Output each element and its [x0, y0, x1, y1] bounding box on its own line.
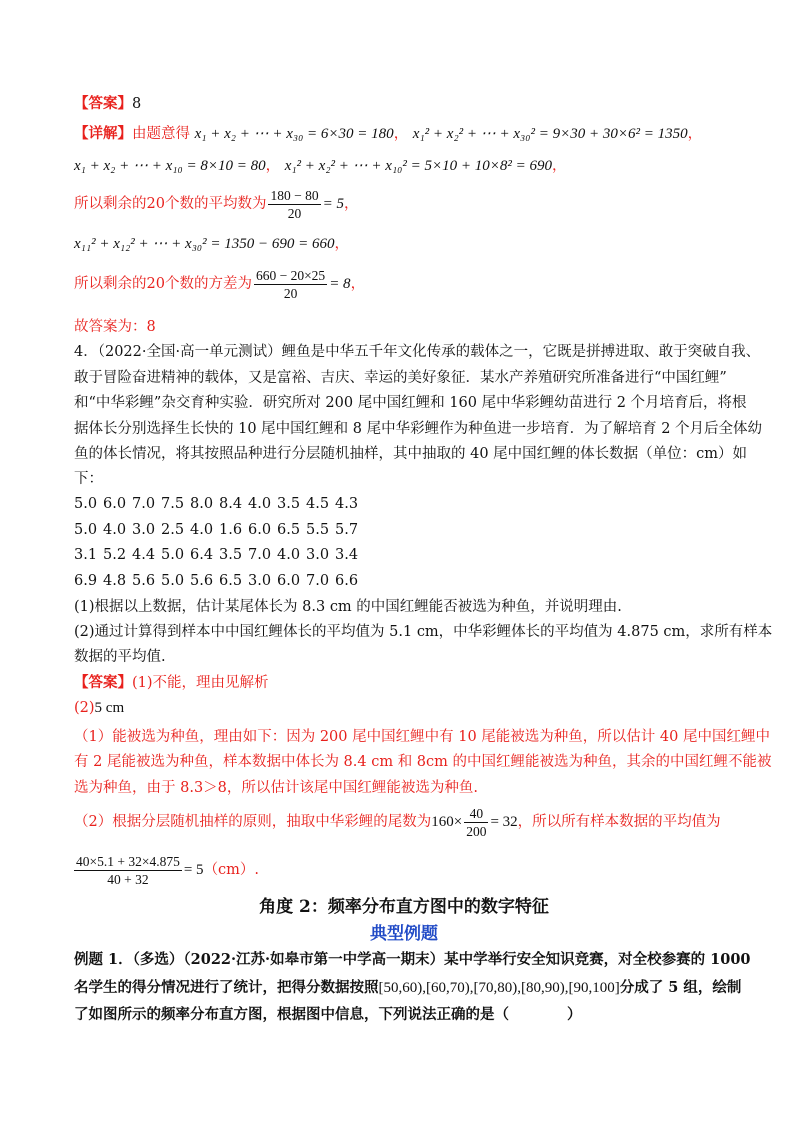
sum-equation-10: x₁ + x₂ + ⋯ + x₁₀ = 8×10 = 80	[74, 158, 266, 174]
answer4-label: 【答案】	[74, 674, 132, 691]
data-row: 3.1 5.2 4.4 5.0 6.4 3.5 7.0 4.0 3.0 3.4	[74, 547, 359, 563]
problem4-line-2: 敢于冒险奋进精神的载体，又是富裕、吉庆、幸运的美好象征．某水产养殖研究所准备进行“中国红鲤”	[74, 370, 727, 386]
question-2-line-1: (2)通过计算得到样本中中国红鲤体长的平均值为 5.1 cm，中华彩鲤体长的平均值为 4.875 cm，求所有样本	[74, 624, 773, 640]
answer-value: 8	[132, 96, 142, 112]
explanation-3-fraction: $\frac{40\times 5.1 + 32\times 4.875}{40 + 32}$	[76, 853, 180, 887]
square-sum-remaining-line: x₁₁² + x₁₂² + ⋯ + x₃₀² = 1350 − 690 = 660，	[74, 236, 349, 252]
example1-line-3: 了如图所示的频率分布直方图，根据图中信息，下列说法正确的是（ ）	[74, 1006, 582, 1023]
example1-line-2-suffix: 分成了 5 组，绘制	[619, 979, 742, 996]
example1-line-2	[74, 978, 741, 998]
answer-label: 【答案】	[74, 95, 132, 112]
data-row: 5.0 6.0 7.0 7.5 8.0 8.4 4.0 3.5 4.5 4.3	[74, 496, 359, 512]
square-sum-remaining: x₁₁² + x₁₂² + ⋯ + x₃₀² = 1350 − 690 = 660	[74, 236, 335, 252]
mean-line: 所以剩余的20个数的平均数为 $\frac{180 - 80}{20}$ = 5，	[74, 187, 359, 221]
answer4-part2-value: 5 cm	[94, 700, 125, 716]
answer-line	[74, 94, 141, 114]
example1-line-1: 例题 1．（多选）（2022·江苏·如皋市第一中学高一期末）某中学举行安全知识竞赛，对全校参赛的 1000	[74, 951, 751, 968]
explanation-1-line-2: 有 2 尾能被选为种鱼，样本数据中体长为 8.4 cm 和 8cm 的中国红鲤能被选为种鱼，其余的中国红鲤不能被	[74, 754, 772, 770]
explanation-1-line-1: （1）能被选为种鱼，理由如下：因为 200 尾中国红鲤中有 10 尾能被选为种鱼，所以估计 40 尾中国红鲤中	[74, 729, 770, 745]
data-row: 6.9 4.8 5.6 5.0 5.6 6.5 3.0 6.0 7.0 6.6	[74, 573, 359, 589]
variance-prefix: 所以剩余的20个数的方差为	[74, 276, 252, 292]
explanation-2-suffix: ，所以所有样本数据的平均值为	[517, 814, 721, 830]
problem4-line-6: 下：	[74, 471, 103, 487]
explanation-2-result: = 32	[490, 814, 518, 830]
example1-line-2-prefix: 名学生的得分情况进行了统计，把得分数据按照	[74, 979, 379, 996]
explanation-3-result: = 5	[183, 862, 204, 878]
explanation-1-line-3: 选为种鱼，由于 8.3＞8，所以估计该尾中国红鲤能被选为种鱼.	[74, 780, 479, 796]
answer4-part1: (1)不能，理由见解析	[132, 675, 269, 691]
mean-fraction: $\frac{180 - 80}{20}$	[270, 187, 319, 221]
detail-intro: 由题意得	[132, 126, 190, 142]
answer4-part2-line	[74, 698, 124, 718]
detail-line-1: 【详解】由题意得 x₁ + x₂ + ⋯ + x₃₀ = 6×30 = 180， x₁² + x₂² + ⋯ + x₃₀² = 9×30 + 30×6² = 1350，	[74, 125, 703, 142]
question-1: (1)根据以上数据，估计某尾体长为 8.3 cm 的中国红鲤能否被选为种鱼，并说明理由.	[74, 599, 622, 615]
mean-prefix: 所以剩余的20个数的平均数为	[74, 196, 267, 212]
explanation-2-line	[74, 802, 721, 842]
problem4-line-1: 4．（2022·全国·高一单元测试）鲤鱼是中华五千年文化传承的载体之一，它既是拼搏进取、敢于突破自我、	[74, 344, 761, 360]
variance-line: 所以剩余的20个数的方差为 $\frac{660 - 20\times 25}{20}$ = 8，	[74, 267, 366, 301]
problem4-line-3: 和“中华彩鲤”杂交育种实验．研究所对 200 尾中国红鲤和 160 尾中华彩鲤幼苗进行 2 个月培育后，将根	[74, 395, 747, 411]
data-row: 5.0 4.0 3.0 2.5 4.0 1.6 6.0 6.5 5.5 5.7	[74, 522, 359, 538]
square-sum-equation-10: x₁² + x₂² + ⋯ + x₁₀² = 5×10 + 10×8² = 690	[284, 158, 552, 174]
square-sum-equation-30: x₁² + x₂² + ⋯ + x₃₀² = 9×30 + 30×6² = 1350	[412, 126, 688, 142]
section-title: 角度 2：频率分布直方图中的数字特征	[259, 897, 549, 917]
explanation-2-fraction: $\frac{40}{200}$	[466, 805, 487, 839]
final-answer: 故答案为：8	[74, 319, 156, 335]
answer4-line	[74, 673, 269, 693]
problem4-line-4: 据体长分别选择生长快的 10 尾中国红鲤和 8 尾中华彩鲤作为种鱼进一步培育．为了解培育 2 个月后全体幼	[74, 421, 763, 437]
explanation-2-prefix: （2）根据分层随机抽样的原则，抽取中华彩鲤的尾数为	[74, 814, 432, 830]
section-subtitle: 典型例题	[370, 924, 438, 944]
answer4-part2-prefix: (2)	[74, 700, 95, 716]
detail-label: 【详解】	[74, 125, 132, 142]
detail-line-2: x₁ + x₂ + ⋯ + x₁₀ = 8×10 = 80， x₁² + x₂² + ⋯ + x₁₀² = 5×10 + 10×8² = 690，	[74, 158, 567, 174]
mean-result: = 5	[322, 196, 344, 212]
variance-result: = 8	[329, 276, 351, 292]
variance-fraction: $\frac{660 - 20\times 25}{20}$	[255, 267, 326, 301]
explanation-3-suffix: （cm）.	[203, 862, 260, 878]
explanation-3-line	[74, 850, 259, 890]
problem4-line-5: 鱼的体长情况，将其按照品种进行分层随机抽样，其中抽取的 40 尾中国红鲤的体长数据（单位：cm）如	[74, 446, 748, 462]
sum-equation-30: x₁ + x₂ + ⋯ + x₃₀ = 6×30 = 180	[194, 126, 394, 142]
question-2-line-2: 数据的平均值.	[74, 649, 166, 665]
explanation-2-mult: 160×	[431, 814, 463, 830]
example1-intervals: [50,60),[60,70),[70,80),[80,90),[90,100]	[378, 980, 620, 996]
